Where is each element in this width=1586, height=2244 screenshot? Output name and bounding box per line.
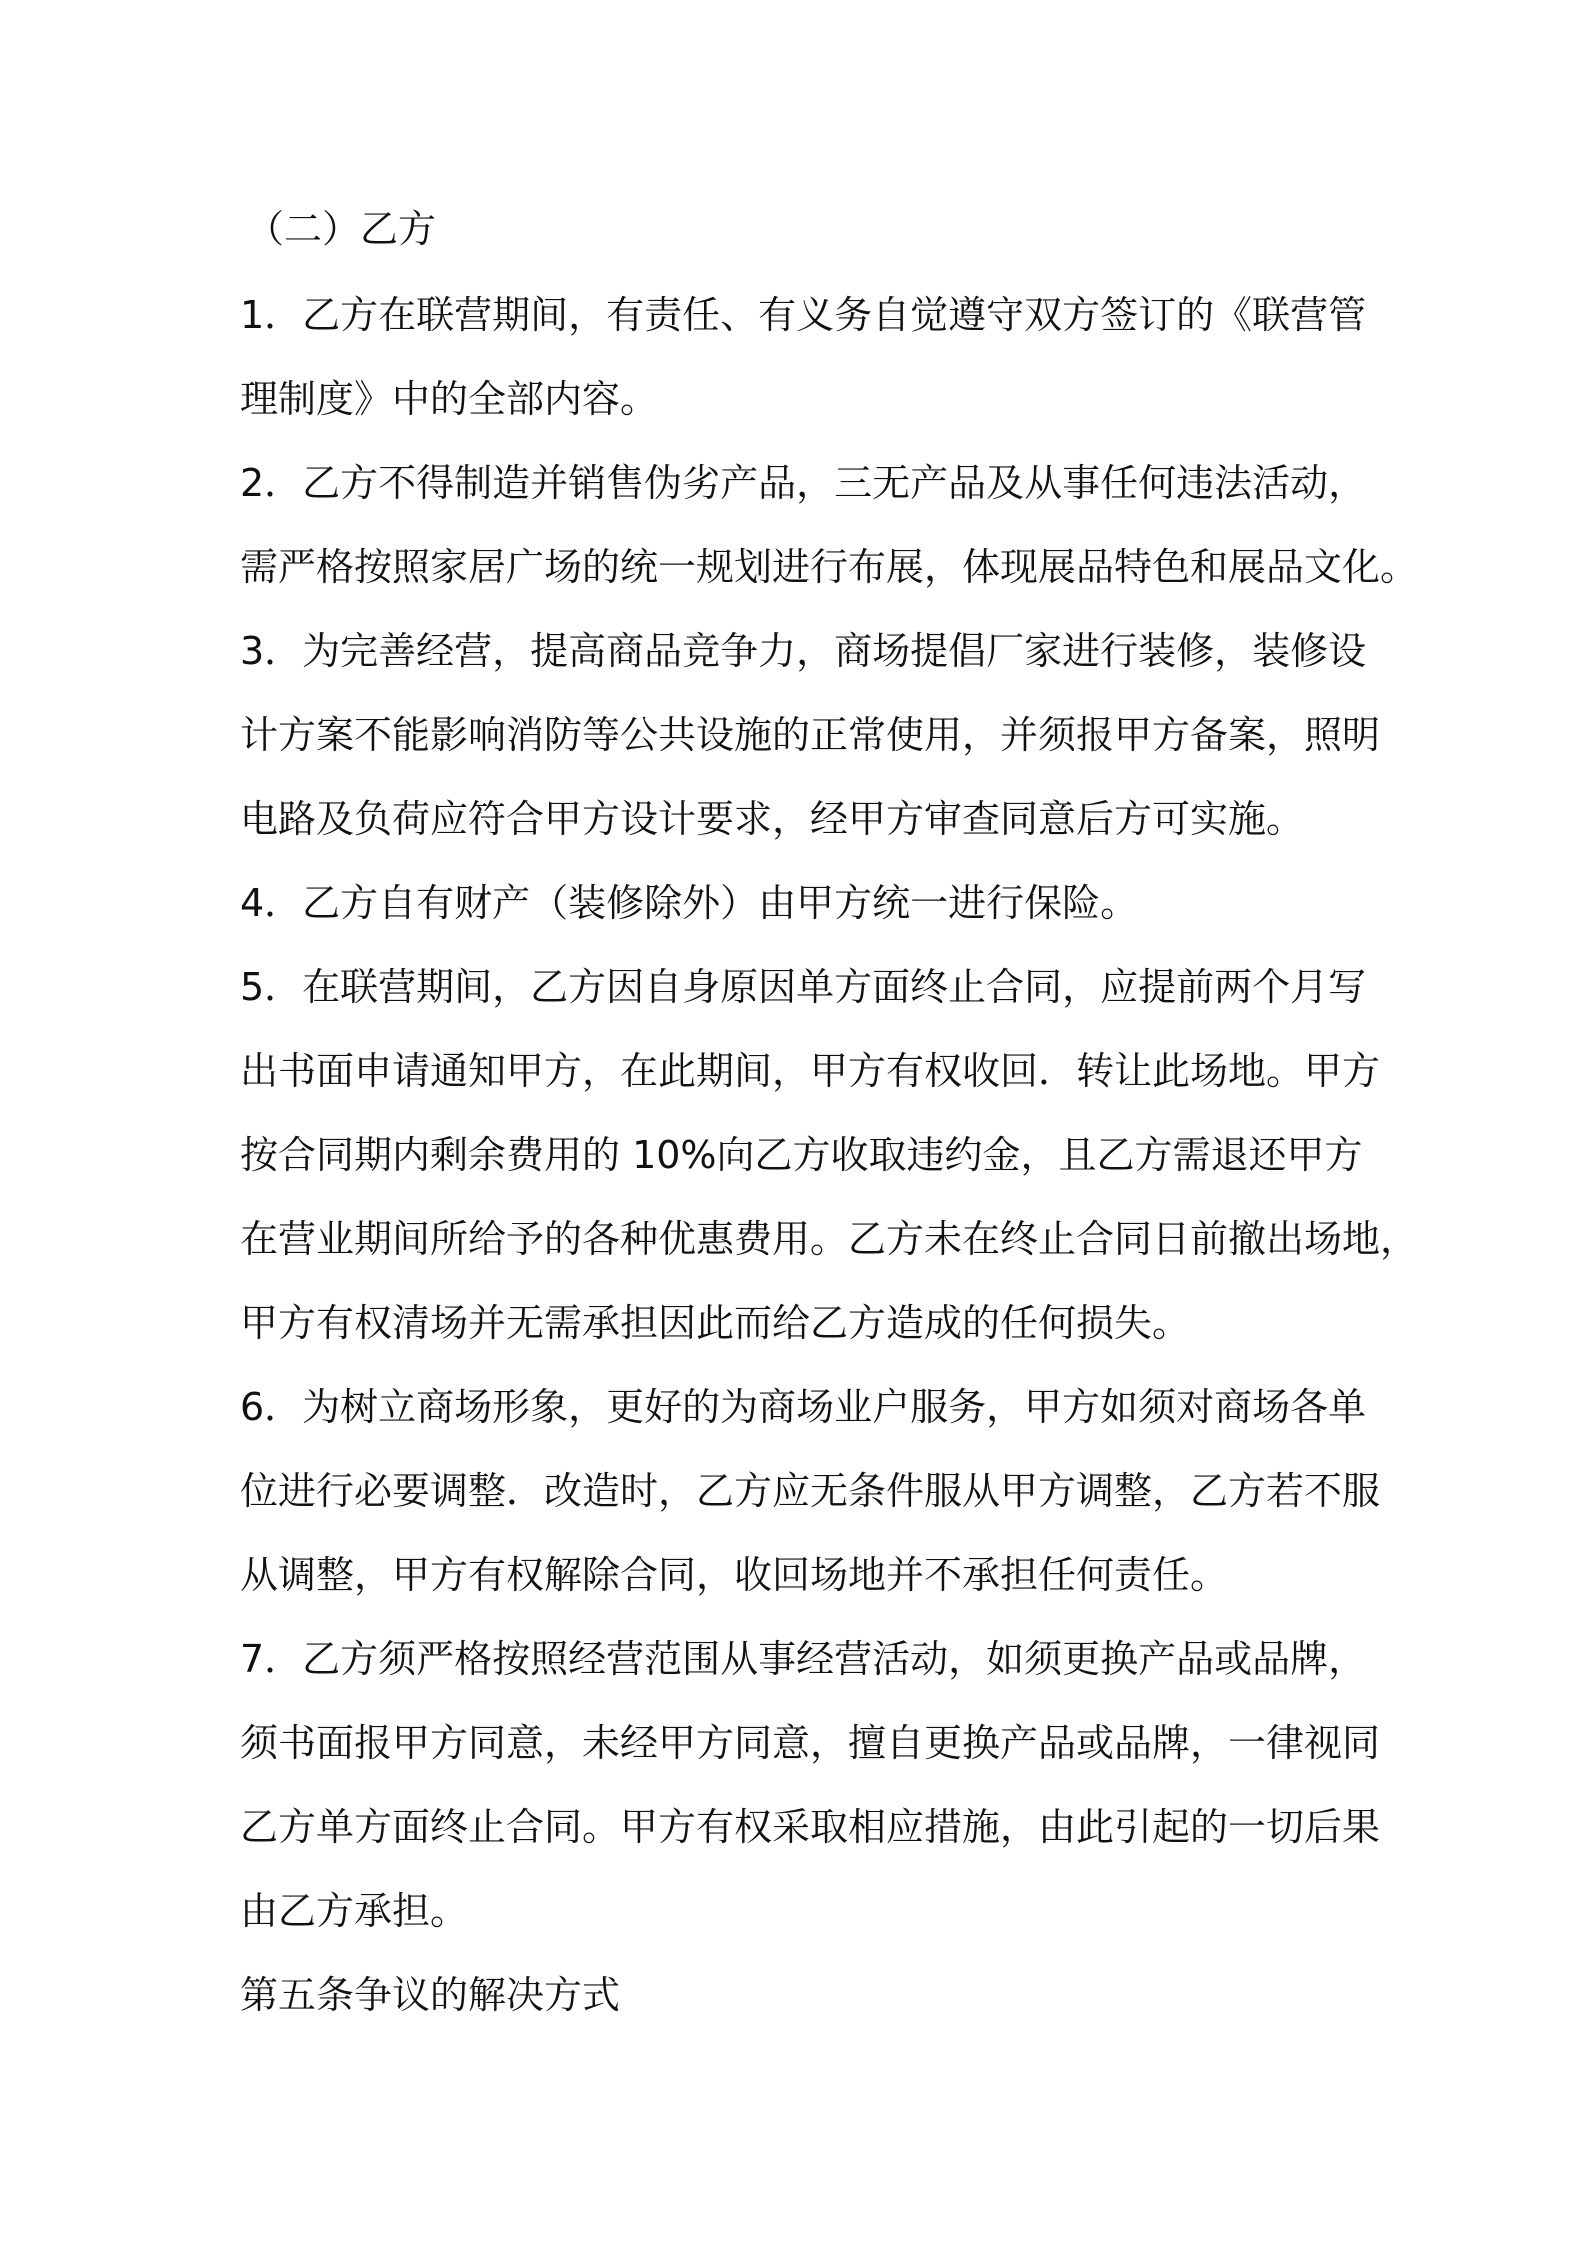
clause-line: 出书面申请通知甲方，在此期间，甲方有权收回．转让此场地。甲方 xyxy=(240,1049,1381,1093)
clause-line: 电路及负荷应符合甲方设计要求，经甲方审查同意后方可实施。 xyxy=(240,797,1305,841)
next-article-heading: 第五条争议的解决方式 xyxy=(240,1973,621,2017)
clause-line: 由乙方承担。 xyxy=(240,1889,469,1933)
clause-line: 4．乙方自有财产（装修除外）由甲方统一进行保险。 xyxy=(240,881,1139,925)
clause-line: 需严格按照家居广场的统一规划进行布展，体现展品特色和展品文化。 xyxy=(240,545,1419,589)
clause-line: 须书面报甲方同意，未经甲方同意，擅自更换产品或品牌，一律视同 xyxy=(240,1721,1381,1765)
clause-line: 位进行必要调整．改造时，乙方应无条件服从甲方调整，乙方若不服 xyxy=(240,1469,1381,1513)
clause-line: 6．为树立商场形象，更好的为商场业户服务，甲方如须对商场各单 xyxy=(240,1385,1367,1429)
clause-line: 1．乙方在联营期间，有责任、有义务自觉遵守双方签订的《联营管 xyxy=(240,293,1367,337)
section-heading: （二）乙方 xyxy=(246,207,437,251)
clause-line: 5．在联营期间，乙方因自身原因单方面终止合同，应提前两个月写 xyxy=(240,965,1367,1009)
clause-line: 在营业期间所给予的各种优惠费用。乙方未在终止合同日前撤出场地， xyxy=(240,1217,1419,1261)
clause-line: 计方案不能影响消防等公共设施的正常使用，并须报甲方备案，照明 xyxy=(240,713,1381,757)
clause-line: 乙方单方面终止合同。甲方有权采取相应措施，由此引起的一切后果 xyxy=(240,1805,1381,1849)
clause-line: 从调整，甲方有权解除合同，收回场地并不承担任何责任。 xyxy=(240,1553,1229,1597)
clause-line: 甲方有权清场并无需承担因此而给乙方造成的任何损失。 xyxy=(240,1301,1191,1345)
clause-line: 7．乙方须严格按照经营范围从事经营活动，如须更换产品或品牌， xyxy=(240,1637,1367,1681)
clause-line: 3．为完善经营，提高商品竞争力，商场提倡厂家进行装修，装修设 xyxy=(240,629,1367,673)
clause-line: 2．乙方不得制造并销售伪劣产品，三无产品及从事任何违法活动， xyxy=(240,461,1367,505)
clause-line: 按合同期内剩余费用的 10%向乙方收取违约金，且乙方需退还甲方 xyxy=(240,1133,1363,1177)
clause-line: 理制度》中的全部内容。 xyxy=(240,377,659,421)
